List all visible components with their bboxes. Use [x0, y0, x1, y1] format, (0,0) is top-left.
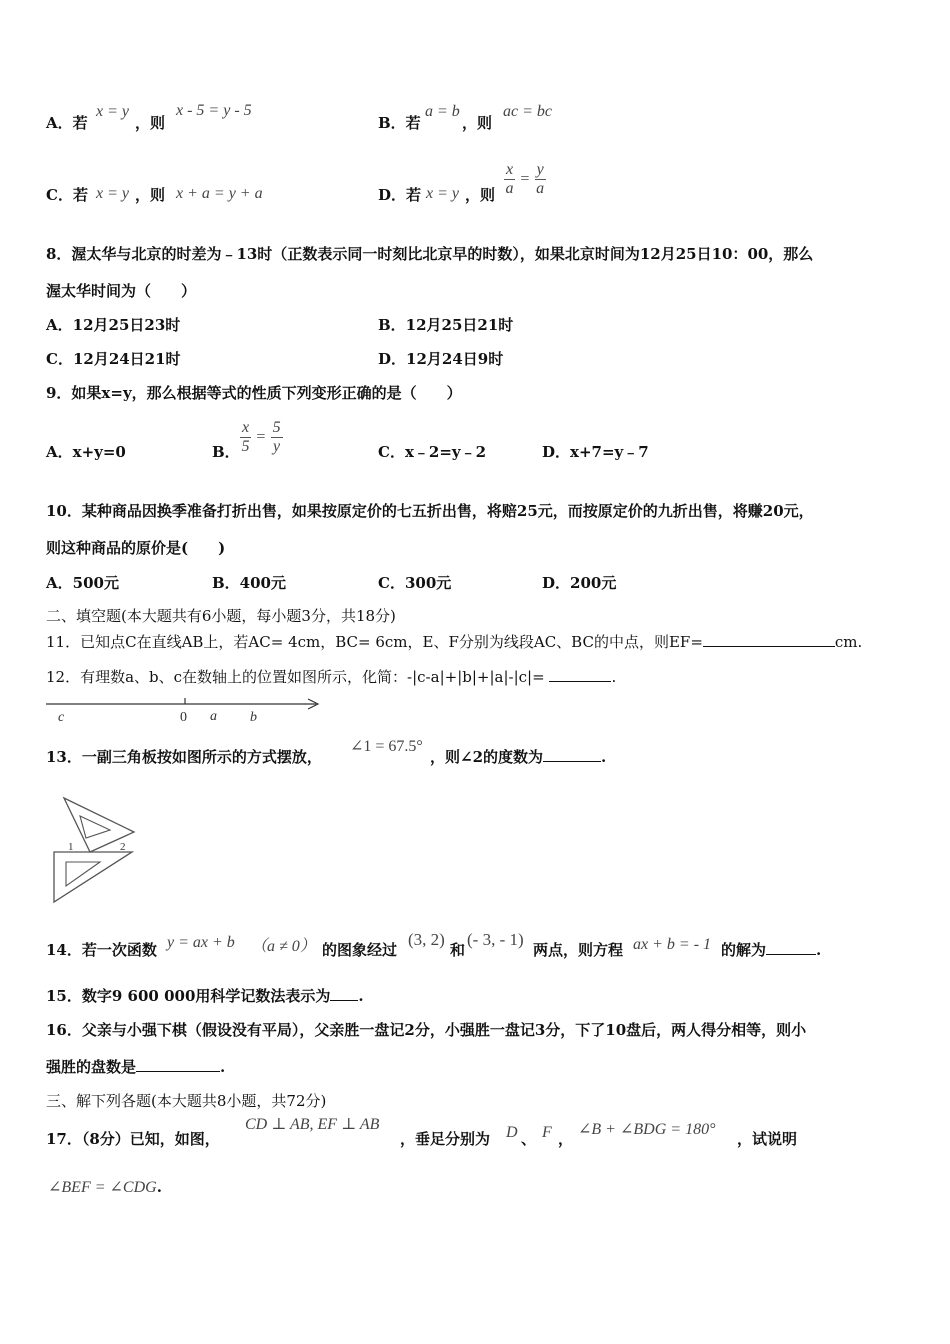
- q16-stem-line1: 16．父亲与小强下棋（假设没有平局），父亲胜一盘记2分，小强胜一盘记3分，下了10盘后，两人得分相等，则小: [46, 1021, 807, 1039]
- q13-stem-start: 13．一副三角板按如图所示的方式摆放，: [46, 748, 322, 766]
- q11-answer-blank: [703, 646, 835, 647]
- q10-option-b: B．400元: [212, 574, 286, 592]
- q11-stem: 11．已知点C在直线AB上，若AC= 4cm，BC= 6cm，E、F分别为线段AC、BC的中点，则EF= cm.: [46, 633, 863, 651]
- q8-stem-line1: 8．渥太华与北京的时差为﹣13时（正数表示同一时刻比北京早的时数），如果北京时间为12月25日10：00，那么: [46, 245, 814, 263]
- q14-function: y = ax + b: [167, 934, 235, 951]
- q9-option-b-label: B．: [212, 443, 240, 461]
- q16-answer-blank: [136, 1071, 220, 1072]
- q7-d-fraction-equation: $\frac{x}{a}$ = $\frac{y}{a}$: [505, 161, 545, 197]
- q17-point-d: D: [506, 1124, 518, 1141]
- q7-option-b: B．若: [378, 114, 421, 132]
- q15-stem: 15．数字9 600 000用科学记数法表示为 .: [46, 987, 364, 1005]
- angle-label-2: 2: [120, 841, 126, 853]
- q7-b-condition: a = b: [425, 103, 460, 120]
- q10-option-a: A．500元: [46, 574, 119, 592]
- q7-option-d: D．若: [378, 186, 422, 204]
- q7-option-c: C．若: [46, 186, 88, 204]
- q9-option-d: D．x+7=y﹣7: [542, 443, 649, 461]
- q14-passes-through: 的图象经过: [322, 941, 398, 959]
- q8-option-b: B．12月25日21时: [378, 316, 514, 334]
- q10-stem-line1: 10．某种商品因换季准备打折出售，如果按原定价的七五折出售，将赔25元，而按原定价的九折出售，将赚20元，: [46, 502, 814, 520]
- q9-stem: 9．如果x=y，那么根据等式的性质下列变形正确的是（ ）: [46, 384, 462, 402]
- q17-stem-start: 17．（8分）已知，如图，: [46, 1130, 220, 1148]
- q8-stem-line2: 渥太华时间为（ ）: [46, 282, 197, 300]
- q9-option-c: C．x﹣2=y﹣2: [378, 443, 487, 461]
- q15-answer-blank: [330, 1000, 358, 1001]
- q7-d-then: ，则: [465, 186, 496, 204]
- q7-c-condition: x = y: [96, 185, 129, 202]
- q14-equation: ax + b = - 1: [633, 936, 712, 953]
- q14-stem-start: 14．若一次函数: [46, 941, 157, 959]
- q16-stem-line2: 强胜的盘数是 .: [46, 1058, 226, 1076]
- number-line: [40, 694, 330, 726]
- q7-b-then: ，则: [462, 114, 493, 132]
- q14-condition: （a ≠ 0）: [251, 938, 316, 955]
- q7-a-then: ，则: [135, 114, 166, 132]
- number-line-label-0: 0: [180, 710, 187, 725]
- q7-option-a: A．若: [46, 114, 88, 132]
- q14-answer-blank: [766, 954, 816, 955]
- q13-angle1: ∠1 = 67.5°: [350, 738, 423, 755]
- q13-answer-blank: [543, 761, 601, 762]
- number-line-label-c: c: [58, 710, 65, 725]
- q14-and: 和: [450, 941, 466, 959]
- q8-option-c: C．12月24日21时: [46, 350, 181, 368]
- q9-option-b-fraction: $\frac{x}{5}$ = $\frac{5}{y}$: [241, 419, 281, 455]
- q10-option-c: C．300元: [378, 574, 452, 592]
- q8-option-d: D．12月24日9时: [378, 350, 504, 368]
- q14-point2: (- 3, - 1): [467, 930, 524, 949]
- number-line-label-a: a: [210, 709, 217, 724]
- q7-a-result: x - 5 = y - 5: [176, 102, 252, 119]
- q7-b-result: ac = bc: [503, 103, 552, 120]
- q12-answer-blank: [549, 681, 611, 682]
- upper-triangle-inner: [80, 816, 110, 838]
- triangle-rulers-figure: [48, 792, 148, 904]
- angle-label-1: 1: [68, 841, 74, 853]
- q17-perpendicular: CD ⊥ AB, EF ⊥ AB: [245, 1116, 380, 1133]
- q13-stem-rest: ，则∠2的度数为 .: [430, 748, 607, 766]
- section-2-heading: 二、填空题(本大题共有6小题，每小题3分，共18分): [46, 607, 396, 625]
- q10-stem-line2: 则这种商品的原价是( ): [46, 539, 226, 557]
- q14-equation-intro: 两点，则方程: [533, 941, 624, 959]
- q7-c-then: ，则: [135, 186, 166, 204]
- number-line-label-b: b: [250, 710, 257, 725]
- section-3-heading: 三、解下列各题(本大题共8小题，共72分): [46, 1092, 327, 1110]
- q7-c-result: x + a = y + a: [176, 185, 263, 202]
- q8-option-a: A．12月25日23时: [46, 316, 181, 334]
- q17-comma: ，: [558, 1130, 574, 1148]
- lower-triangle-inner: [66, 862, 100, 886]
- q14-point1: (3, 2): [408, 930, 445, 949]
- q17-stem-end: ，试说明: [737, 1130, 798, 1148]
- q14-stem-end: 的解为 .: [721, 941, 822, 959]
- q17-conclusion: ∠BEF = ∠CDG.: [48, 1178, 162, 1196]
- q7-d-condition: x = y: [426, 185, 459, 202]
- q17-separator: 、: [521, 1130, 537, 1148]
- q12-stem: 12．有理数a、b、c在数轴上的位置如图所示，化简：-|c-a|+|b|+|a|-|c|= .: [46, 668, 617, 686]
- q17-feet-intro: ，垂足分别为: [400, 1130, 491, 1148]
- q7-a-condition: x = y: [96, 103, 129, 120]
- q10-option-d: D．200元: [542, 574, 617, 592]
- q9-option-a: A．x+y=0: [46, 443, 126, 461]
- q17-point-f: F: [542, 1124, 552, 1141]
- q17-angle-condition: ∠B + ∠BDG = 180°: [578, 1121, 716, 1138]
